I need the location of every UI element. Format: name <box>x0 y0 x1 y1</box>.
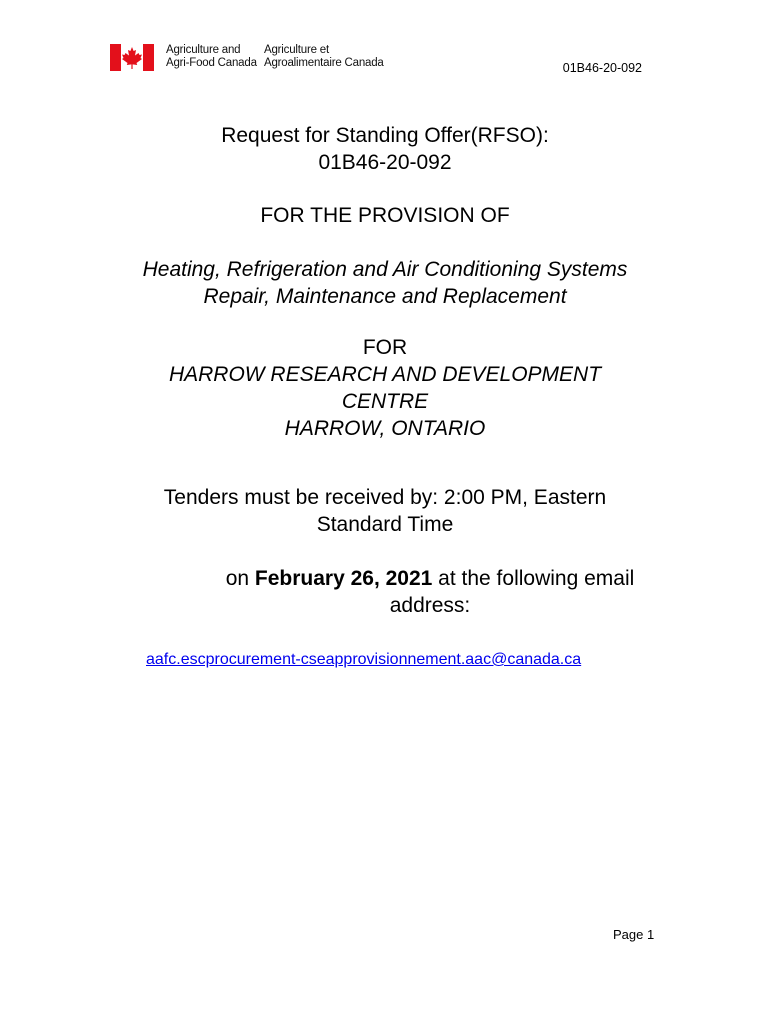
service-description <box>85 256 685 310</box>
deadline-line2: Standard Time <box>316 513 454 536</box>
deadline-date: February 26, 2021 <box>254 567 433 590</box>
location-line3: HARROW, ONTARIO <box>284 417 486 440</box>
service-line2: Repair, Maintenance and Replacement <box>203 285 567 308</box>
document-title <box>85 122 685 176</box>
canada-flag-icon <box>110 44 154 71</box>
agency-logo <box>110 44 394 71</box>
address-label: address: <box>389 594 471 617</box>
for-label: FOR <box>362 336 408 359</box>
org-fr-line2: Agroalimentaire Canada <box>264 57 384 69</box>
deadline-block <box>85 484 685 538</box>
service-line1: Heating, Refrigeration and Air Conditioning Systems <box>142 258 628 281</box>
location-block <box>85 334 685 442</box>
location-line1: HARROW RESEARCH AND DEVELOPMENT <box>168 363 602 386</box>
org-en-line2: Agri-Food Canada <box>166 57 257 69</box>
title-line2: 01B46-20-092 <box>318 151 452 174</box>
page-number: Page 1 <box>613 927 655 942</box>
deadline-date-block <box>115 565 745 619</box>
email-link[interactable]: aafc.escprocurement-cseapprovisionnement.aac@canada.ca <box>146 651 582 668</box>
on-prefix: on <box>225 567 255 590</box>
deadline-date-line <box>115 565 745 592</box>
header-reference-number: 01B46-20-092 <box>562 61 642 75</box>
org-fr-line1: Agriculture et <box>264 44 329 56</box>
organization-name-french <box>264 44 394 70</box>
location-line2: CENTRE <box>341 390 429 413</box>
title-line1: Request for Standing Offer(RFSO): <box>221 124 549 147</box>
org-en-line1: Agriculture and <box>166 44 241 56</box>
provision-heading: FOR THE PROVISION OF <box>260 204 510 227</box>
after-date-text: at the following email <box>432 567 635 590</box>
deadline-line1: Tenders must be received by: 2:00 PM, Eastern <box>163 486 607 509</box>
organization-name-english <box>166 44 258 70</box>
